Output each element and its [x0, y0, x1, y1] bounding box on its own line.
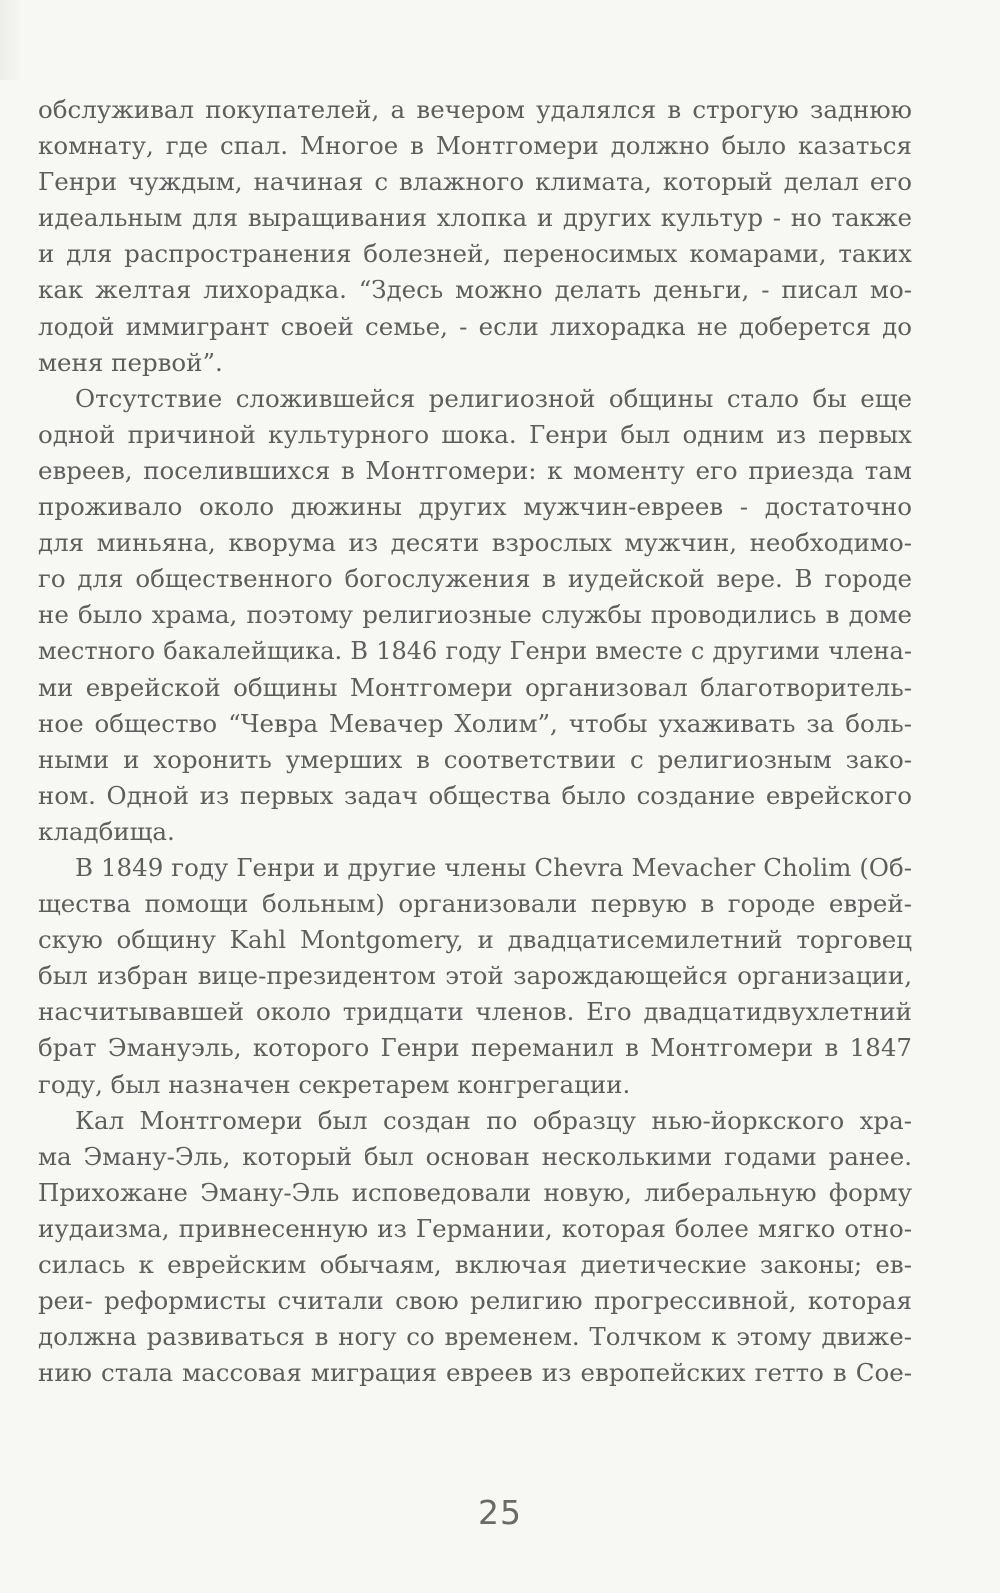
text-line: был избран вице-президентом этой зарождающейся организации, — [38, 961, 912, 991]
text-line: для миньяна, кворума из десяти взрослых мужчин, необходимо- — [38, 528, 912, 558]
text-line: нию стала массовая миграция евреев из европейских гетто в Сое- — [38, 1358, 912, 1388]
text-line: насчитывавшей около тридцати членов. Его двадцатидвухлетний — [38, 997, 912, 1027]
text-line: реи- реформисты считали свою религию прогрессивной, которая — [38, 1286, 912, 1316]
paragraph-1 — [38, 92, 912, 381]
text-line: евреев, поселившихся в Монтгомери: к моменту его приезда там — [38, 455, 912, 485]
text-line: кладбища. — [38, 816, 175, 846]
text-line: Кал Монтгомери был создан по образцу нью-йоркского хра- — [75, 1105, 912, 1135]
text-line: году, был назначен секретарем конгрегации. — [38, 1069, 631, 1099]
text-line: ном. Одной из первых задач общества было создание еврейского — [38, 780, 912, 810]
text-line: силась к еврейским обычаям, включая диетические законы; ев- — [38, 1250, 912, 1279]
page-number: 25 — [478, 1493, 522, 1532]
text-line: ма Эману-Эль, который был основан несколькими годами ранее. — [38, 1141, 912, 1171]
text-line: и для распространения болезней, переносимых комарами, таких — [38, 239, 912, 269]
text-line: ное общество “Чевра Мевачер Холим”, чтобы ухаживать за боль- — [38, 708, 912, 738]
text-line: проживало около дюжины других мужчин-евреев - достаточно — [38, 492, 912, 522]
text-line: иудаизма, привнесенную из Германии, которая более мягко отно- — [38, 1213, 912, 1243]
text-line: В 1849 году Генри и другие члены Chevra Mevacher Cholim (Об- — [75, 852, 912, 882]
paragraph-2 — [38, 381, 912, 850]
body-text — [38, 92, 912, 1391]
text-line: одной причиной культурного шока. Генри был одним из первых — [38, 419, 912, 449]
text-line: ми еврейской общины Монтгомери организовал благотворитель- — [38, 672, 912, 702]
paragraph-3 — [38, 850, 912, 1103]
text-line: как желтая лихорадка. “Здесь можно делать деньги, - писал мо- — [38, 275, 912, 305]
text-line: го для общественного богослужения в иудейской вере. В городе — [38, 564, 912, 594]
text-line: обслуживал покупателей, а вечером удалялся в строгую заднюю — [38, 95, 912, 124]
text-line: не было храма, поэтому религиозные службы проводились в доме — [38, 600, 912, 630]
text-line: щества помощи больным) организовали первую в городе еврей- — [38, 889, 912, 919]
text-line: ными и хоронить умерших в соответствии с религиозным зако- — [38, 744, 912, 774]
text-line: идеальным для выращивания хлопка и других культур - но также — [38, 203, 912, 233]
text-line: Генри чуждым, начиная с влажного климата, который делал его — [38, 167, 912, 197]
text-line: скую общину Kahl Montgomery, и двадцатисемилетний торговец — [38, 925, 912, 955]
text-line: лодой иммигрант своей семье, - если лихорадка не доберется до — [38, 311, 912, 341]
text-line: местного бакалейщика. В 1846 году Генри вместе с другими члена- — [38, 637, 912, 666]
scan-edge-shadow — [0, 0, 22, 80]
text-line: должна развиваться в ногу со временем. Толчком к этому движе- — [38, 1322, 912, 1352]
text-line: комнату, где спал. Многое в Монтгомери должно было казаться — [38, 131, 912, 161]
text-line: Прихожане Эману-Эль исповедовали новую, либеральную форму — [38, 1177, 912, 1207]
text-line: брат Эмануэль, которого Генри переманил в Монтгомери в 1847 — [38, 1033, 912, 1063]
text-line: Отсутствие сложившейся религиозной общины стало бы еще — [75, 383, 912, 413]
paragraph-4 — [38, 1103, 912, 1392]
text-line: меня первой”. — [38, 347, 223, 377]
